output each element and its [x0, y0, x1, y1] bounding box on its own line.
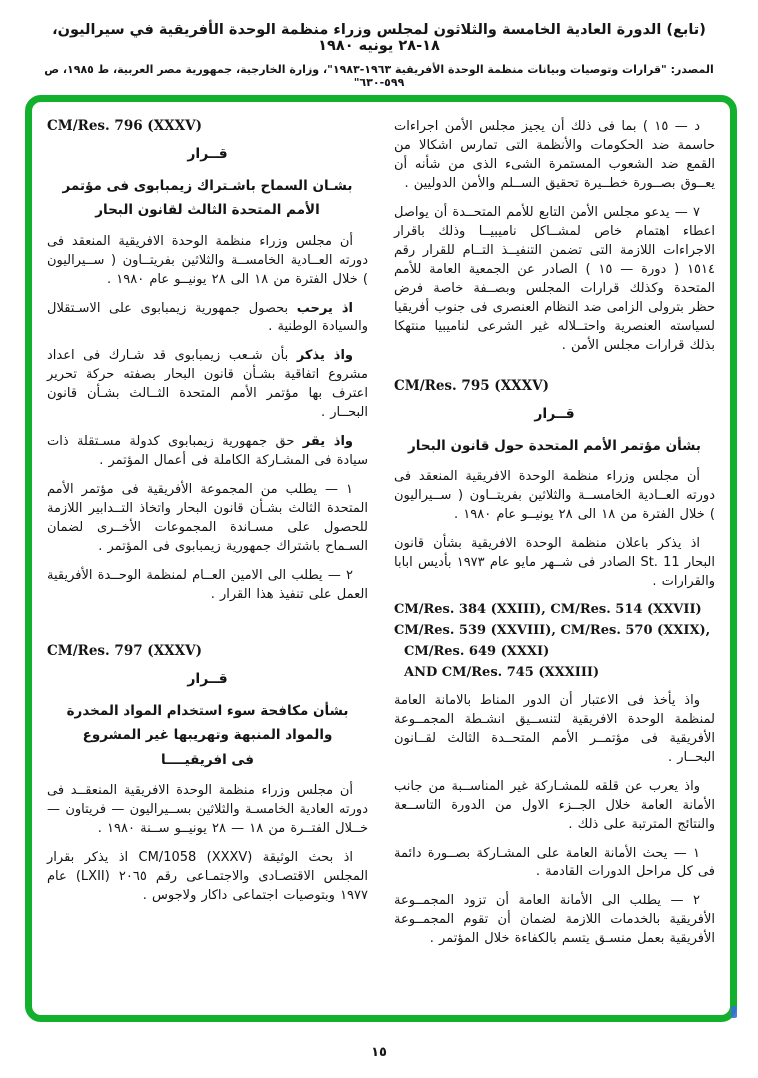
- paragraph-welcomes: [47, 300, 368, 338]
- paragraph-council-797: أن مجلس وزراء منظمة الوحدة الافريقية المنعقــد فى دورته العادية الخامسـة والثلاثين بســيراليون — فريتاون — خــلال الفتــرة من ١٨ — ٢٨ يونيــو ســنة ١٩٨٠ .: [47, 782, 368, 836]
- paragraph-lead: واذ يذكر: [296, 348, 353, 364]
- operative-paragraph-1: ١ — يحث الأمانة العامة على المشـاركة بصــورة دائمة فى كل مراحل الدورات القادمة .: [394, 845, 715, 880]
- green-border-frame: [25, 95, 737, 1022]
- paragraph-council-796: أن مجلس وزراء منظمة الوحدة الافريقية المنعقد فى دورته العــادية الخامســة والثلاثين بفريتــاون ( ســيراليون ) خلال الفترة من ١٨ الى ٢٨ يونيــو عام ١٩٨٠ .: [47, 233, 368, 287]
- paragraph-lead: اذ يرحب: [296, 300, 353, 316]
- page-number: ١٥: [371, 1045, 387, 1060]
- paragraph-7: ٧ — يدعو مجلس الأمن التابع للأمم المتحــدة أن يواصل اعطاء اهتمام خاص لمشــاكل ناميبيــا وذلك باقرار الاجراءات اللازمة التى تضمن التنفيــذ التــام للقرار رقم ١٥١٤ ( دورة — ١٥ ) الصادر عن الجمعية العامة للأمم المتحدة وكذلك قرارات المجلس وبصــفة خاصة فرض حظر بترولى الزامى ضد النظام العنصرى فى جنوب أفريقيا لسياسته العنصرية واحتــلاله غير الشرعى لناميبيا منتهكا بذلك قرارات مجلس الأمن .: [394, 204, 716, 353]
- paragraph-recognizes: [47, 433, 368, 471]
- resolution-title-795: بشأن مؤتمر الأمم المتحدة حول قانون البحار: [408, 437, 701, 454]
- title-line: الأمم المتحدة الثالث لقانون البحار: [95, 202, 320, 219]
- paragraph-recalls: [47, 347, 368, 423]
- paragraph-considering: واذ يأخذ فى الاعتبار أن الدور المناط بالامانة العامة لمنظمة الوحدة الافريقية لتنســيق انشـطة المجمــوعة الأفريقية فى مؤتمــر الأمم المتحــدة الثالث لقــانون البحــار .: [394, 692, 715, 765]
- paragraph-concern: واذ يعرب عن قلقه للمشـاركة غير المناســبة من جانب الأمانة العامة خلال الجــزء الاول من الدورة التاســعة والنتائج المترتبة على ذلك .: [394, 778, 715, 832]
- title-line: بشأن مكافحة سوء استخدام المواد المخدرة: [66, 703, 349, 720]
- paragraph-recall-declaration: اذ يذكر باعلان منظمة الوحدة الافريقية بشأن قانون البحار St. 11 الصادر فى شــهر مايو عام ١٩٧٣ بأديس ابابا والقرارات .: [394, 535, 715, 589]
- paragraph-council-795: أن مجلس وزراء منظمة الوحدة الافريقية المنعقد فى دورته العــادية الخامســة والثلاثين بفريتــاون ( ســيراليون ) خلال الفترة من ١٨ الى ٢٨ يونيــو عام ١٩٨٠ .: [394, 468, 715, 522]
- decree-heading-796: قــرار: [187, 146, 228, 162]
- paragraph-rest: بحصول جمهورية زيمبابوى على الاسـتقلال والسيادة الوطنية .: [47, 300, 368, 335]
- title-line: بشـان السماح باشـتراك زيمبابوى فى مؤتمر: [62, 178, 353, 194]
- operative-paragraph-2: ٢ — يطلب الى الأمانة العامة أن تزود المجمــوعة الأفريقية بالخدمات اللازمة لضمان أن تقوم المجمــوعة الأفريقية بعمل منسـق يتسم بالكفاءة خلال المؤتمر .: [394, 893, 715, 947]
- operative-paragraph-2: ٢ — يطلب الى الامين العــام لمنظمة الوحــدة الأفريقية العمل على تنفيذ هذا القرار .: [47, 568, 368, 603]
- paragraph-rest: بأن شـعب زيمبابوى قد شـارك فى اعداد مشروع اتفاقية بشـأن قانون البحار بصفته حركة تحرير اعترف بها مؤتمر الأمم المتحدة الثــالث بشـأن قانون البحــار .: [47, 348, 368, 421]
- referenced-resolution-line: AND CM/Res. 745 (XXXIII): [404, 664, 600, 680]
- resolution-title-797: [47, 699, 368, 772]
- referenced-resolution-line: CM/Res. 539 (XXVIII), CM/Res. 570 (XXIX),: [394, 622, 711, 638]
- resolution-code-797: CM/Res. 797 (XXXV): [47, 643, 202, 660]
- resolution-code-796: CM/Res. 796 (XXXV): [47, 118, 202, 134]
- operative-paragraph-1: ١ — يطلب من المجموعة الأفريقية فى مؤتمر الأمم المتحدة الثالث بشـأن قانون البحار واتخاذ التــدابير اللازمة للحصول على مسـاندة المجموعات الأخــرى لضمان السـماح باشتراك جمهورية زيمبابوى فى المؤتمر .: [47, 482, 368, 555]
- referenced-resolution-line: CM/Res. 384 (XXIII), CM/Res. 514 (XXVII): [394, 601, 702, 617]
- paragraph-rest: حق جمهورية زيمبابوى كدولة مسـتقلة ذات سيادة فى المشـاركة الكاملة فى أعمال المؤتمر .: [47, 434, 368, 469]
- paragraph-lead: واذ يقر: [302, 434, 353, 450]
- paragraph-document-reference: اذ بحث الوثيقة CM/1058 (XXXV) اذ يذكر بقرار المجلس الاقتصـادى والاجتمـاعى رقم ٢٠٦٥ (LXII) عام ١٩٧٧ وبتوصيات اجتماعى داكار ولاجوس .: [47, 849, 368, 903]
- right-column: [394, 118, 715, 1005]
- referenced-resolutions-list: [394, 602, 715, 680]
- page-header: [30, 22, 728, 89]
- paragraph-d15: د — ١٥ ) بما فى ذلك أن يجيز مجلس الأمن اجراءات حاسمة ضد الحكومات والأنظمة التى تمارس اشكالا من القمع ضد الشعوب المستمرة الشىء الذى من شأنه أن يعــوق بصــورة خطــيرة تحقيق الســلم والأمن الدوليين .: [394, 119, 715, 191]
- decree-heading-795: قــرار: [534, 405, 575, 422]
- resolution-title-796: [47, 174, 368, 223]
- title-line: والمواد المنبهة وتهريبها غير المشروع: [82, 727, 333, 744]
- resolution-code-795: CM/Res. 795 (XXXV): [394, 377, 549, 394]
- ink-mark-blue: [731, 1006, 737, 1018]
- header-source-line: المصدر: "قرارات وتوصيات وبيانات منظمة الوحدة الأفريقية ١٩٦٣-١٩٨٣"، وزارة الخارجية، جمهورية مصر العربية، ط ١٩٨٥، ص ٥٩٩-٦٣٠": [44, 63, 714, 89]
- two-column-layout: [47, 118, 715, 1005]
- referenced-resolution-line: CM/Res. 649 (XXXI): [404, 643, 550, 659]
- left-column: [47, 118, 368, 1005]
- decree-heading-797: قــرار: [187, 671, 228, 688]
- header-session-line: (تابع) الدورة العادية الخامسة والثلاثون لمجلس وزراء منظمة الوحدة الأفريقية في سيراليون، ١٨-٢٨ يونيه ١٩٨٠: [52, 22, 706, 54]
- title-line: فى افريقيــــا: [161, 751, 254, 768]
